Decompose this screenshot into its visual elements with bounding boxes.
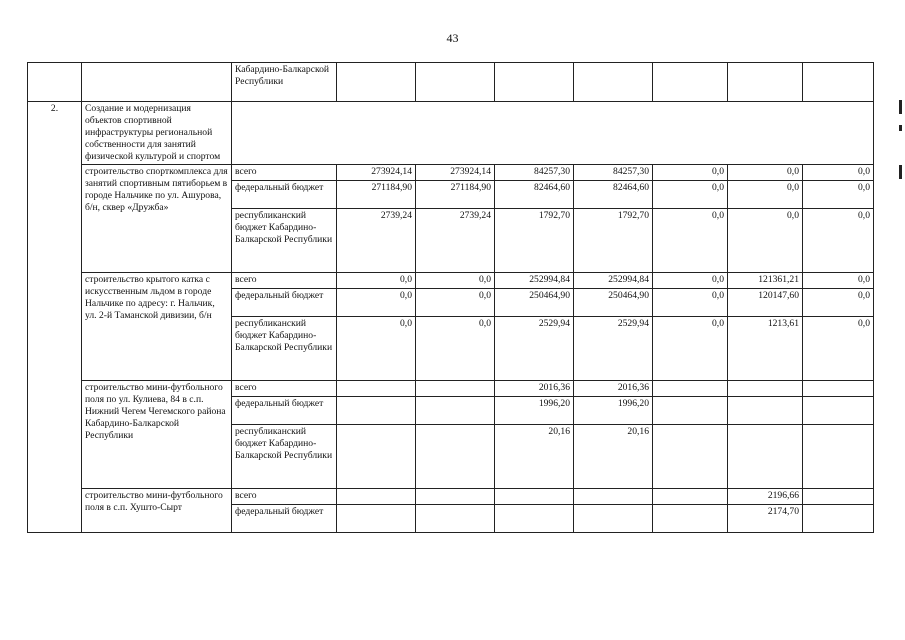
value-cell <box>728 397 803 425</box>
value-cell <box>495 505 574 533</box>
source-cell: Кабардино-Балкарской Республики <box>232 63 337 102</box>
value-cell <box>337 381 416 397</box>
value-cell <box>803 425 874 489</box>
object-name: строительство мини-футбольного поля в с.п. Хушто-Сырт <box>82 489 232 533</box>
empty-cell <box>232 102 874 165</box>
value-cell: 121361,21 <box>728 273 803 289</box>
value-cell <box>728 425 803 489</box>
value-cell: 2174,70 <box>728 505 803 533</box>
edge-mark <box>899 100 902 114</box>
value-cell: 0,0 <box>653 317 728 381</box>
value-cell <box>495 489 574 505</box>
value-cell <box>337 505 416 533</box>
empty-cell <box>28 63 82 102</box>
value-cell <box>337 425 416 489</box>
value-cell: 0,0 <box>337 317 416 381</box>
value-cell: 273924,14 <box>416 165 495 181</box>
value-cell <box>416 489 495 505</box>
value-cell: 2016,36 <box>574 381 653 397</box>
value-cell: 84257,30 <box>495 165 574 181</box>
value-cell: 0,0 <box>416 317 495 381</box>
empty-cell <box>495 63 574 102</box>
value-cell: 252994,84 <box>495 273 574 289</box>
table-row <box>28 102 874 165</box>
value-cell: 0,0 <box>803 317 874 381</box>
value-cell: 0,0 <box>728 209 803 273</box>
value-cell <box>416 505 495 533</box>
page-number: 43 <box>446 31 459 45</box>
value-cell: 250464,90 <box>495 289 574 317</box>
value-cell: 0,0 <box>653 209 728 273</box>
section-number: 2. <box>28 102 82 533</box>
value-cell: 271184,90 <box>416 181 495 209</box>
table-row <box>28 273 874 289</box>
table-body <box>28 63 874 533</box>
value-cell: 0,0 <box>337 273 416 289</box>
funding-source: республиканский бюджет Кабардино-Балкарской Республики <box>232 317 337 381</box>
empty-cell <box>728 63 803 102</box>
section-title: Создание и модернизация объектов спортивной инфраструктуры региональной собственности для занятий физической культурой и спортом <box>82 102 232 165</box>
value-cell <box>653 425 728 489</box>
value-cell: 20,16 <box>495 425 574 489</box>
empty-cell <box>803 63 874 102</box>
value-cell: 0,0 <box>803 273 874 289</box>
value-cell: 0,0 <box>803 209 874 273</box>
funding-source: федеральный бюджет <box>232 397 337 425</box>
value-cell: 2529,94 <box>574 317 653 381</box>
value-cell: 120147,60 <box>728 289 803 317</box>
empty-cell <box>574 63 653 102</box>
value-cell <box>653 381 728 397</box>
value-cell: 0,0 <box>803 289 874 317</box>
value-cell: 0,0 <box>653 181 728 209</box>
funding-source: республиканский бюджет Кабардино-Балкарской Республики <box>232 425 337 489</box>
value-cell <box>416 397 495 425</box>
value-cell <box>803 397 874 425</box>
funding-source: всего <box>232 489 337 505</box>
value-cell: 2016,36 <box>495 381 574 397</box>
value-cell: 252994,84 <box>574 273 653 289</box>
value-cell: 0,0 <box>803 181 874 209</box>
value-cell: 84257,30 <box>574 165 653 181</box>
value-cell <box>574 489 653 505</box>
empty-cell <box>416 63 495 102</box>
value-cell: 2739,24 <box>337 209 416 273</box>
empty-cell <box>653 63 728 102</box>
table-row <box>28 63 874 102</box>
value-cell <box>653 397 728 425</box>
value-cell: 0,0 <box>653 165 728 181</box>
table-row <box>28 381 874 397</box>
value-cell: 0,0 <box>416 289 495 317</box>
value-cell: 271184,90 <box>337 181 416 209</box>
value-cell: 1996,20 <box>495 397 574 425</box>
funding-source: республиканский бюджет Кабардино-Балкарской Республики <box>232 209 337 273</box>
edge-mark <box>899 125 902 131</box>
value-cell <box>803 489 874 505</box>
value-cell: 2739,24 <box>416 209 495 273</box>
funding-source: всего <box>232 273 337 289</box>
empty-cell <box>337 63 416 102</box>
value-cell: 250464,90 <box>574 289 653 317</box>
budget-table <box>27 62 874 533</box>
object-name: строительство крытого катка с искусственным льдом в городе Нальчике по адресу: г. Нальчик, ул. 2-й Таманской дивизии, б/н <box>82 273 232 381</box>
value-cell <box>574 505 653 533</box>
value-cell <box>337 397 416 425</box>
value-cell: 20,16 <box>574 425 653 489</box>
value-cell: 0,0 <box>653 289 728 317</box>
edge-mark <box>899 165 902 179</box>
value-cell: 1213,61 <box>728 317 803 381</box>
value-cell <box>728 381 803 397</box>
funding-source: федеральный бюджет <box>232 505 337 533</box>
value-cell: 0,0 <box>803 165 874 181</box>
value-cell: 0,0 <box>728 165 803 181</box>
funding-source: федеральный бюджет <box>232 289 337 317</box>
table-row <box>28 489 874 505</box>
value-cell <box>803 505 874 533</box>
value-cell <box>803 381 874 397</box>
value-cell <box>653 489 728 505</box>
value-cell: 1792,70 <box>574 209 653 273</box>
funding-source: федеральный бюджет <box>232 181 337 209</box>
value-cell: 273924,14 <box>337 165 416 181</box>
value-cell <box>337 489 416 505</box>
value-cell <box>416 425 495 489</box>
value-cell: 82464,60 <box>495 181 574 209</box>
value-cell <box>653 505 728 533</box>
value-cell: 0,0 <box>337 289 416 317</box>
funding-source: всего <box>232 381 337 397</box>
value-cell: 1996,20 <box>574 397 653 425</box>
table-row <box>28 165 874 181</box>
value-cell: 82464,60 <box>574 181 653 209</box>
object-name: строительство спорткомплекса для занятий спортивным пятиборьем в городе Нальчике по ул. Ашурова, б/н, сквер «Дружба» <box>82 165 232 273</box>
empty-cell <box>82 63 232 102</box>
value-cell: 0,0 <box>416 273 495 289</box>
value-cell: 1792,70 <box>495 209 574 273</box>
value-cell <box>416 381 495 397</box>
value-cell: 2196,66 <box>728 489 803 505</box>
object-name: строительство мини-футбольного поля по ул. Кулиева, 84 в с.п. Нижний Чегем Чегемского района Кабардино-Балкарской Республики <box>82 381 232 489</box>
value-cell: 0,0 <box>653 273 728 289</box>
value-cell: 2529,94 <box>495 317 574 381</box>
funding-source: всего <box>232 165 337 181</box>
value-cell: 0,0 <box>728 181 803 209</box>
